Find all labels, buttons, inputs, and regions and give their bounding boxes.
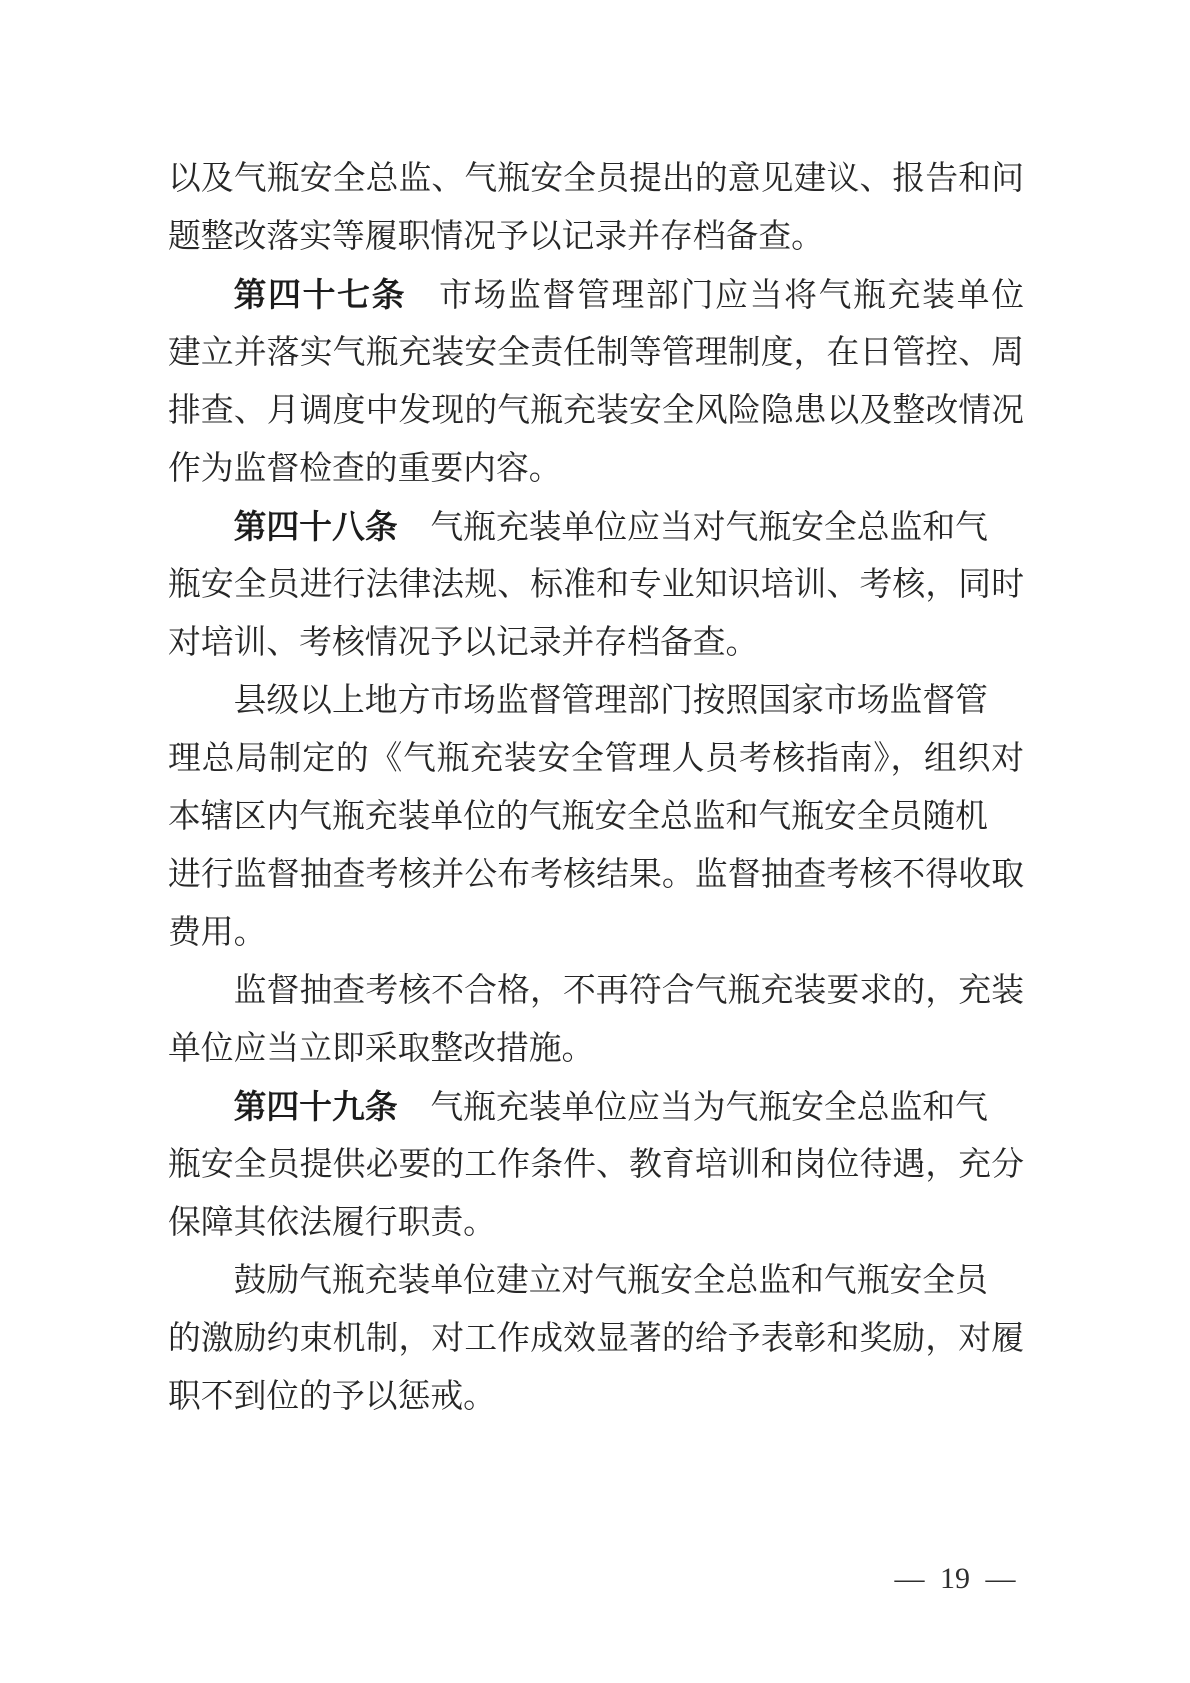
- article-text: 气瓶充装单位应当为气瓶安全总监和气: [430, 1090, 988, 1126]
- article-number: 第四十九条: [233, 1088, 398, 1125]
- page-number: — 19 —: [894, 1562, 1016, 1595]
- text-line: 排查、月调度中发现的气瓶充装安全风险隐患以及整改情况: [168, 393, 1024, 429]
- document-body: [168, 150, 1024, 1426]
- text-line: 职不到位的予以惩戒。: [168, 1379, 496, 1415]
- article-number: 第四十八条: [233, 508, 398, 545]
- article-text: 市场监督管理部门应当将气瓶充装单位: [438, 278, 1024, 314]
- text-line: 对培训、考核情况予以记录并存档备查。: [168, 625, 759, 661]
- text-line: 县级以上地方市场监督管理部门按照国家市场监督管: [233, 683, 988, 719]
- text-line: 保障其依法履行职责。: [168, 1205, 496, 1241]
- text-line: 建立并落实气瓶充装安全责任制等管理制度，在日管控、周: [168, 335, 1024, 371]
- text-line: 费用。: [168, 915, 267, 951]
- text-line: 单位应当立即采取整改措施。: [168, 1031, 595, 1067]
- text-line: 理总局制定的《气瓶充装安全管理人员考核指南》，组织对: [168, 741, 1024, 777]
- text-line: 作为监督检查的重要内容。: [168, 451, 562, 487]
- text-line: 以及气瓶安全总监、气瓶安全员提出的意见建议、报告和问: [168, 161, 1024, 197]
- text-line: 瓶安全员提供必要的工作条件、教育培训和岗位待遇，充分: [168, 1147, 1024, 1183]
- text-line: 的激励约束机制，对工作成效显著的给予表彰和奖励，对履: [168, 1321, 1024, 1357]
- text-line: 瓶安全员进行法律法规、标准和专业知识培训、考核，同时: [168, 567, 1024, 603]
- text-line: [168, 1078, 1024, 1136]
- text-line: [168, 498, 1024, 556]
- text-line: [168, 266, 1024, 324]
- article-number: 第四十七条: [233, 276, 407, 313]
- text-line: 监督抽查考核不合格，不再符合气瓶充装要求的，充装: [233, 973, 1024, 1009]
- text-line: 鼓励气瓶充装单位建立对气瓶安全总监和气瓶安全员: [233, 1263, 988, 1299]
- article-text: 气瓶充装单位应当对气瓶安全总监和气: [430, 510, 988, 546]
- text-line: 进行监督抽查考核并公布考核结果。监督抽查考核不得收取: [168, 857, 1024, 893]
- text-line: 题整改落实等履职情况予以记录并存档备查。: [168, 219, 824, 255]
- text-line: 本辖区内气瓶充装单位的气瓶安全总监和气瓶安全员随机: [168, 799, 988, 835]
